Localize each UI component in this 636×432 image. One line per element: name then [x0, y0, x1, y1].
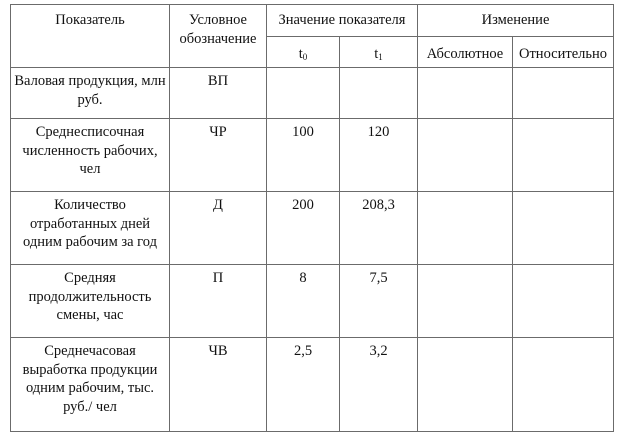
row-relative: [513, 119, 614, 192]
table-row: [11, 192, 614, 265]
row-absolute: [418, 68, 513, 119]
row-relative: [513, 192, 614, 265]
header-t0-sub: 0: [302, 51, 308, 62]
table-row: [11, 119, 614, 192]
row-symbol: П: [170, 265, 267, 338]
row-t0: [267, 68, 340, 119]
row-name: Среднесписочная численность рабочих, чел: [11, 119, 170, 192]
row-name: Количество отработанных дней одним рабочим за год: [11, 192, 170, 265]
header-value-group: Значение показателя: [267, 5, 418, 37]
row-t1: [340, 68, 418, 119]
table-row: [11, 265, 614, 338]
row-absolute: [418, 265, 513, 338]
row-name: Валовая продукция, млн руб.: [11, 68, 170, 119]
row-symbol: ЧР: [170, 119, 267, 192]
header-change-group: Изменение: [418, 5, 614, 37]
row-absolute: [418, 192, 513, 265]
row-symbol: ВП: [170, 68, 267, 119]
indicators-table: [10, 4, 614, 432]
row-t0: 8: [267, 265, 340, 338]
row-symbol: ЧВ: [170, 338, 267, 432]
row-t1: 120: [340, 119, 418, 192]
row-name: Средняя продолжительность смены, час: [11, 265, 170, 338]
row-t1: 3,2: [340, 338, 418, 432]
header-t1-base: t: [374, 45, 379, 62]
row-relative: [513, 265, 614, 338]
header-symbol: Условное обозначение: [170, 5, 267, 68]
header-absolute: Абсолютное: [418, 36, 513, 67]
header-indicator: Показатель: [11, 5, 170, 68]
table-row: [11, 338, 614, 432]
row-relative: [513, 338, 614, 432]
header-t1: [340, 36, 418, 67]
row-symbol: Д: [170, 192, 267, 265]
row-t1: 208,3: [340, 192, 418, 265]
header-t0-base: t: [298, 45, 303, 62]
row-relative: [513, 68, 614, 119]
row-t0: 200: [267, 192, 340, 265]
header-t0: [267, 36, 340, 67]
header-relative: Относительно: [513, 36, 614, 67]
row-t0: 100: [267, 119, 340, 192]
row-t1: 7,5: [340, 265, 418, 338]
row-t0: 2,5: [267, 338, 340, 432]
row-absolute: [418, 119, 513, 192]
row-name: Среднечасовая выработка продукции одним рабочим, тыс. руб./ чел: [11, 338, 170, 432]
row-absolute: [418, 338, 513, 432]
header-t1-sub: 1: [378, 51, 383, 62]
table-row: [11, 68, 614, 119]
